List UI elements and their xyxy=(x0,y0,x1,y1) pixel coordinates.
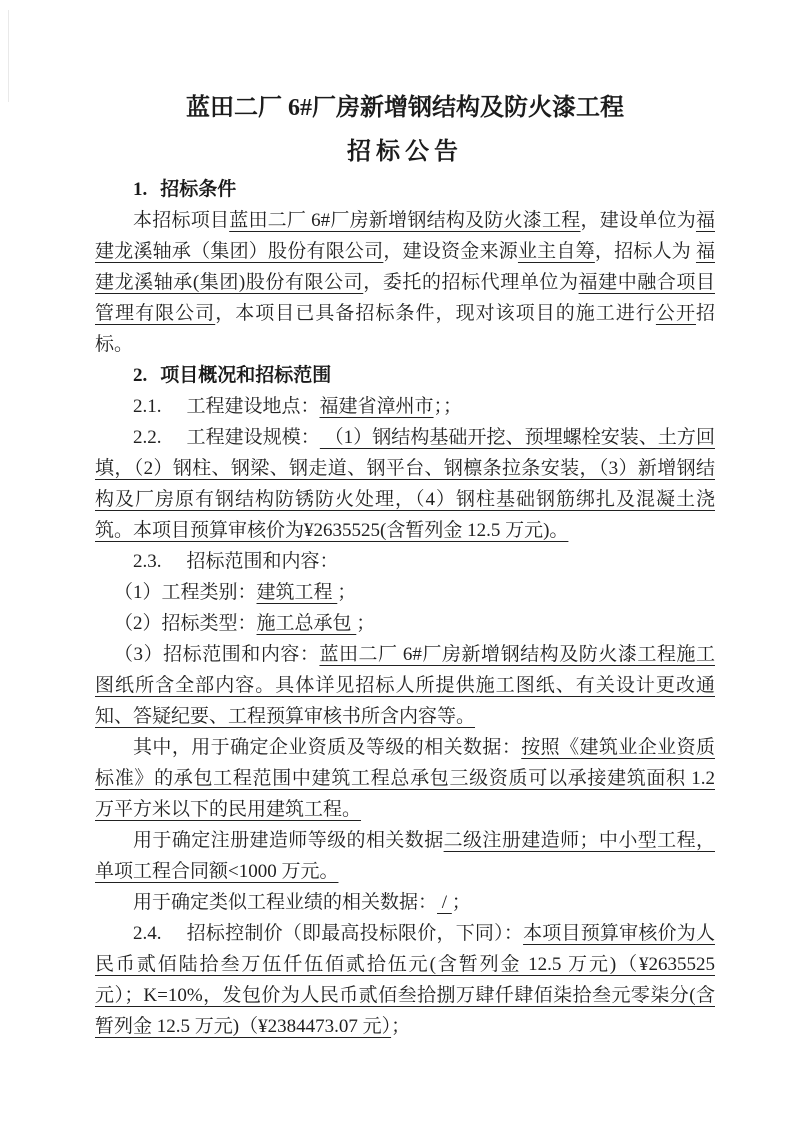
clause-2-3 xyxy=(95,546,715,577)
document-title-line1: 蓝田二厂 6#厂房新增钢结构及防火漆工程 xyxy=(186,95,624,121)
performance-data: / xyxy=(437,892,452,913)
item-label: （3）招标范围和内容： xyxy=(114,644,320,665)
section-2-heading-text: 项目概况和招标范围 xyxy=(160,365,332,386)
clause-number: 2.4. xyxy=(133,923,162,944)
section-1-number: 1. xyxy=(133,179,148,200)
text-run: ；； xyxy=(433,396,463,417)
clause-label: 招标控制价（即最高投标限价，下同）： xyxy=(186,923,524,944)
constructor-grade-paragraph xyxy=(95,825,715,887)
clause-number: 2.1. xyxy=(133,396,162,417)
clause-2-4 xyxy=(95,918,715,1042)
section-1-paragraph xyxy=(95,205,715,360)
clause-label: 工程建设规模： xyxy=(186,427,320,448)
construction-scale: （1）钢结构基础开挖、预埋螺栓安装、土方回填，（2）钢柱、钢梁、钢走道、钢平台、钢檩条拉条安装，（3）新增钢结构及厂房原有钢结构防锈防火处理，（4）钢柱基础钢筋绑扎及混凝土浇筑。本项目预算审核价为¥2635525(含暂列金 12.5 万元)。 xyxy=(95,427,715,541)
document-title-line2: 招标公告 xyxy=(347,139,463,165)
tender-control-price: 本项目预算审核价为人民币贰佰陆拾叁万伍仟伍佰贰拾伍元(含暂列金 12.5 万元)（¥2635525 元）；K=10%，发包价为人民币贰佰叁拾捌万肆仟肆佰柒拾叁元零柒分(含暂列金 12.5 万元)（¥2384473.07 元） xyxy=(95,923,715,1037)
text-run: ； xyxy=(337,582,357,603)
construction-unit-name: 福建龙溪轴承（集团）股份有限公司 xyxy=(95,210,715,262)
text-run: ，招标人为 xyxy=(594,241,696,262)
text-run: ，建设单位为 xyxy=(580,210,696,231)
clause-2-1 xyxy=(95,391,715,422)
paragraph-label: 用于确定类似工程业绩的相关数据： xyxy=(133,892,438,913)
clause-number: 2.3. xyxy=(133,551,162,572)
item-label: （2）招标类型： xyxy=(114,613,257,634)
clause-2-2 xyxy=(95,422,715,546)
text-run: 本招标项目 xyxy=(133,210,230,231)
section-2-number: 2. xyxy=(133,365,148,386)
tender-agency-name: 福建中融合项目管理有限公司 xyxy=(95,272,715,324)
section-1-heading xyxy=(95,174,715,205)
text-run: ； xyxy=(391,1016,411,1037)
qualification-requirement: 按照《建筑业企业资质标准》的承包工程范围中建筑工程总承包三级资质可以承接建筑面积 1.2 万平方米以下的民用建筑工程。 xyxy=(95,737,715,820)
tender-type: 施工总承包 xyxy=(256,613,357,634)
qualification-paragraph xyxy=(95,732,715,825)
text-run: ，建设资金来源 xyxy=(383,241,518,262)
text-run: ，本项目已具备招标条件，现对该项目的施工进行 xyxy=(215,303,656,324)
funding-source: 业主自筹 xyxy=(517,241,595,262)
paragraph-label: 其中，用于确定企业资质及等级的相关数据： xyxy=(133,737,522,758)
scan-edge-artifact xyxy=(8,10,9,102)
constructor-grade-requirement: 二级注册建造师；中小型工程，单项工程合同额<1000 万元。 xyxy=(95,830,715,882)
section-1-heading-text: 招标条件 xyxy=(160,179,237,200)
clause-2-3-item-3 xyxy=(95,639,715,732)
project-category: 建筑工程 xyxy=(256,582,338,603)
clause-number: 2.2. xyxy=(133,427,162,448)
clause-2-3-item-2 xyxy=(95,608,715,639)
clause-2-3-item-1 xyxy=(95,577,715,608)
text-run: 招标。 xyxy=(95,303,715,355)
tender-method: 公开 xyxy=(655,303,696,324)
project-name: 蓝田二厂 6#厂房新增钢结构及防火漆工程 xyxy=(229,210,581,231)
tender-scope: 蓝田二厂 6#厂房新增钢结构及防火漆工程施工图纸所含全部内容。具体详见招标人所提供施工图纸、有关设计更改通知、答疑纪要、工程预算审核书所含内容等。 xyxy=(95,644,715,727)
section-2-heading xyxy=(95,360,715,391)
document-title xyxy=(95,86,715,174)
clause-label: 工程建设地点： xyxy=(186,396,320,417)
project-location: 福建省漳州市 xyxy=(319,396,434,417)
tenderer-name: 福建龙溪轴承(集团)股份有限公司 xyxy=(95,241,715,293)
text-run: ； xyxy=(356,613,376,634)
text-run: ，委托的招标代理单位为 xyxy=(363,272,579,293)
clause-label: 招标范围和内容： xyxy=(186,551,339,572)
performance-paragraph xyxy=(95,887,715,918)
item-label: （1）工程类别： xyxy=(114,582,257,603)
paragraph-label: 用于确定注册建造师等级的相关数据 xyxy=(133,830,444,851)
text-run: ； xyxy=(451,892,471,913)
